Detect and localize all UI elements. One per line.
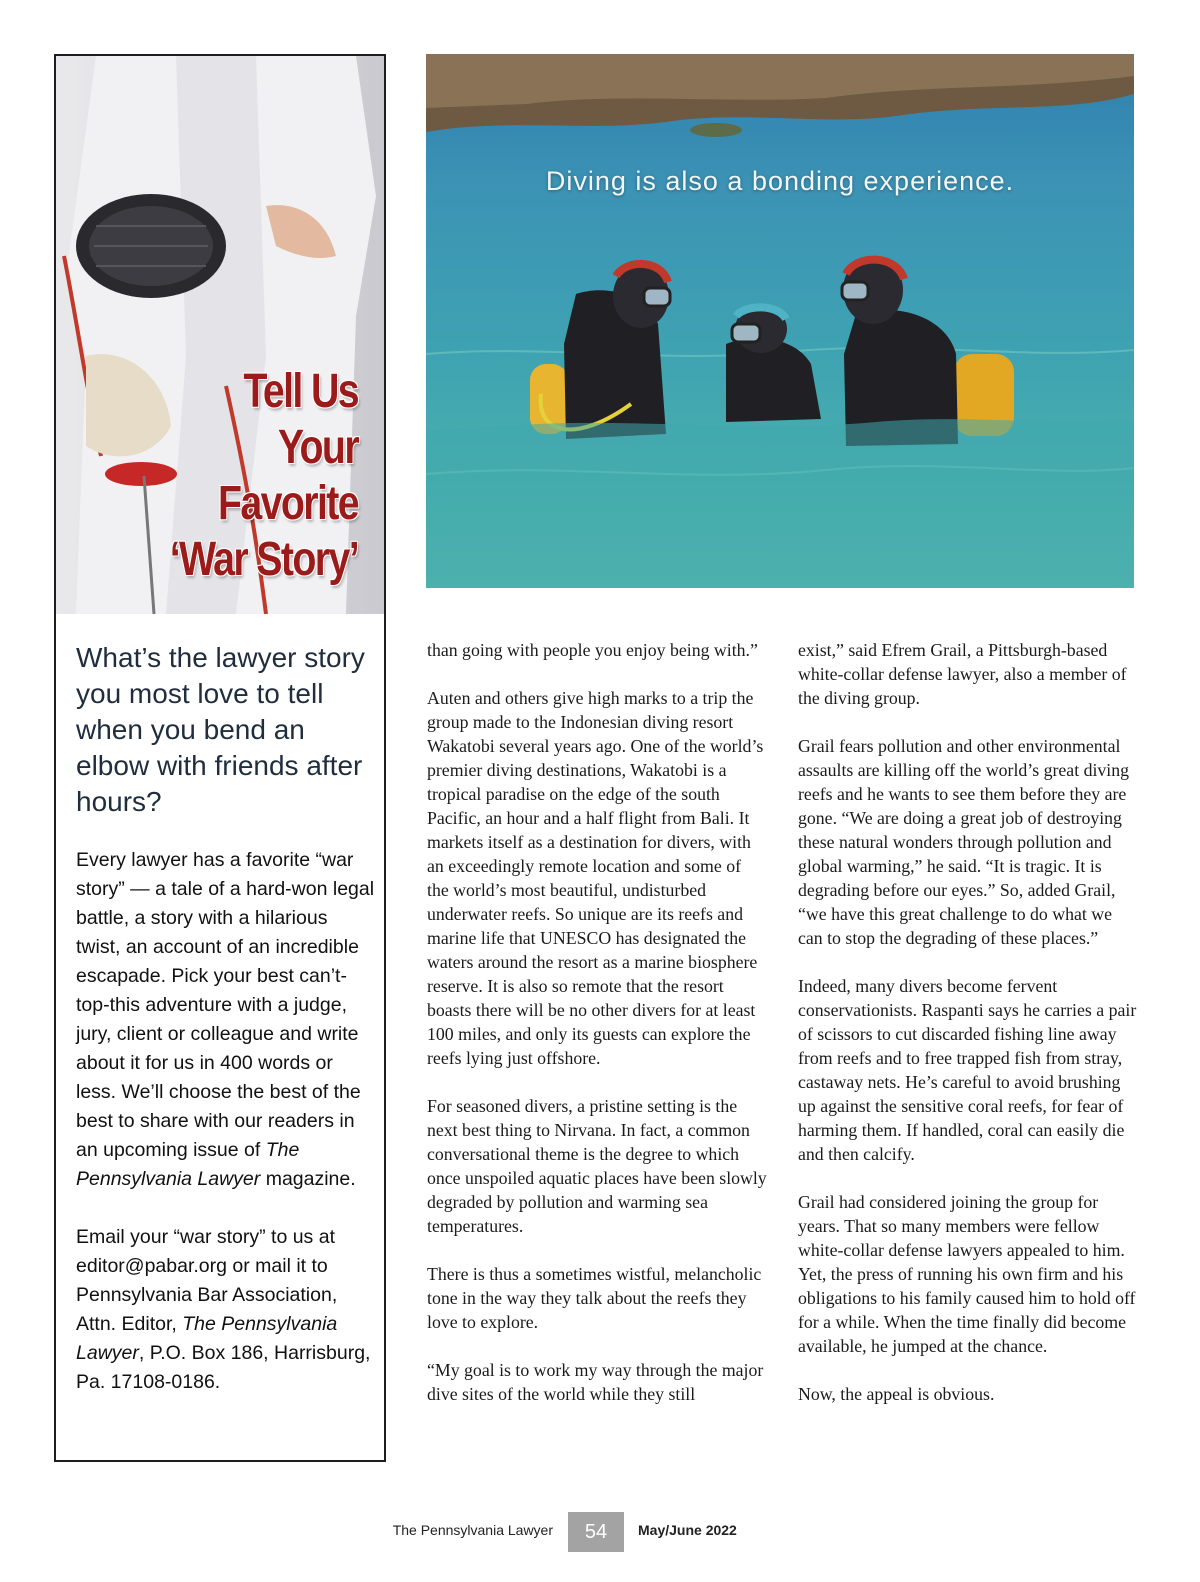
article-paragraph: than going with people you enjoy being with.” xyxy=(427,640,758,660)
divers-illustration xyxy=(426,54,1134,588)
article-paragraph: There is thus a sometimes wistful, melancholic tone in the way they talk about the reefs they love to explore. xyxy=(427,1264,762,1332)
ad-headline-line: ‘War Story’ xyxy=(169,533,358,586)
ad-headline-line: Favorite xyxy=(217,477,358,530)
divers-photo xyxy=(426,54,1134,588)
ad-contact-paragraph xyxy=(76,1223,376,1397)
photo-caption: Diving is also a bonding experience. xyxy=(545,166,1015,196)
article-paragraph: Auten and others give high marks to a trip the group made to the Indonesian diving resort Wakatobi several years ago. One of the world’s premier diving destinations, Wakatobi is a tropical paradise on the edge of the south Pacific, an hour and a half flight from Bali. It markets itself as a destination for divers, with an exceedingly remote location and some of the world’s most beautiful, undisturbed underwater reefs. So unique are its reefs and marine life that UNESCO has designated the waters around the resort as a marine biosphere reserve. It is also so remote that the resort boasts there will be no other divers for at least 100 miles, and only its guests can explore the reefs lying just offshore. xyxy=(427,688,764,1068)
page-footer xyxy=(0,1512,1200,1552)
page-number: 54 xyxy=(568,1512,624,1552)
magazine-title: The Pennsylvania Lawyer xyxy=(76,1139,300,1190)
ad-headline xyxy=(112,364,358,588)
article-paragraph: Now, the appeal is obvious. xyxy=(798,1384,995,1404)
article-paragraph: For seasoned divers, a pristine setting is the next best thing to Nirvana. In fact, a common conversational theme is the degree to which once unspoiled aquatic places have been slowly degraded by pollution and warming sea temperatures. xyxy=(427,1096,767,1236)
footer-magazine-name: The Pennsylvania Lawyer xyxy=(392,1522,553,1538)
ad-headline-line: Tell Us xyxy=(243,365,358,418)
issue-date: May/June 2022 xyxy=(638,1522,737,1538)
ad-body-text: Every lawyer has a favorite “war story” — a tale of a hard-won legal battle, a story with a hilarious twist, an account of an incredible escapade. Pick your best can’t-top-this adventure with a judge, jury, client or colleague and write about it for us in 400 words or less. We’ll choose the best of the best to share with our readers in an upcoming issue of xyxy=(76,849,375,1161)
ad-question: What’s the lawyer story you most love to tell when you bend an elbow with friends after hours? xyxy=(76,642,365,817)
magazine-title: The Pennsylvania Lawyer xyxy=(76,1313,338,1364)
article-column-2 xyxy=(798,638,1138,1430)
fencer-photo xyxy=(56,56,384,614)
article-paragraph: Grail fears pollution and other environmental assaults are killing off the world’s great diving reefs and he wants to see them before they are gone. “We are doing a great job of destroying these natural wonders through pollution and global warming,” he said. “It is tragic. It is degrading before our eyes.” So, added Grail, “we have this great challenge to do what we can to stop the degrading of these places.” xyxy=(798,736,1130,948)
article-paragraph: exist,” said Efrem Grail, a Pittsburgh-based white-collar defense lawyer, also a member of the diving group. xyxy=(798,640,1127,708)
ad-body-paragraph xyxy=(76,846,376,1194)
ad-contact-text: , P.O. Box 186, Harrisburg, Pa. 17108-0186. xyxy=(76,1342,371,1393)
war-story-ad xyxy=(54,54,386,1462)
article-paragraph: Indeed, many divers become fervent conservationists. Raspanti says he carries a pair of scissors to cut discarded fishing line away from reefs and to free trapped fish from stray, castaway nets. He’s careful to avoid brushing up against the sensitive coral reefs, for fear of harming them. If handled, coral can easily die and then calcify. xyxy=(798,976,1137,1164)
article-column-1 xyxy=(427,638,767,1430)
ad-headline-line: Your xyxy=(277,421,358,474)
ad-body-text: magazine. xyxy=(260,1168,356,1190)
article-paragraph: Grail had considered joining the group for years. That so many members were fellow white-collar defense lawyers appealed to him. Yet, the press of running his own firm and his obligations to his family caused him to hold off for a while. When the time finally did become available, he jumped at the chance. xyxy=(798,1192,1136,1356)
ad-body xyxy=(76,846,376,1397)
ad-contact-text: Email your “war story” to us at editor@pabar.org or mail it to Pennsylvania Bar Association, Attn. Editor, xyxy=(76,1226,338,1335)
article-paragraph: “My goal is to work my way through the major dive sites of the world while they still xyxy=(427,1360,764,1404)
